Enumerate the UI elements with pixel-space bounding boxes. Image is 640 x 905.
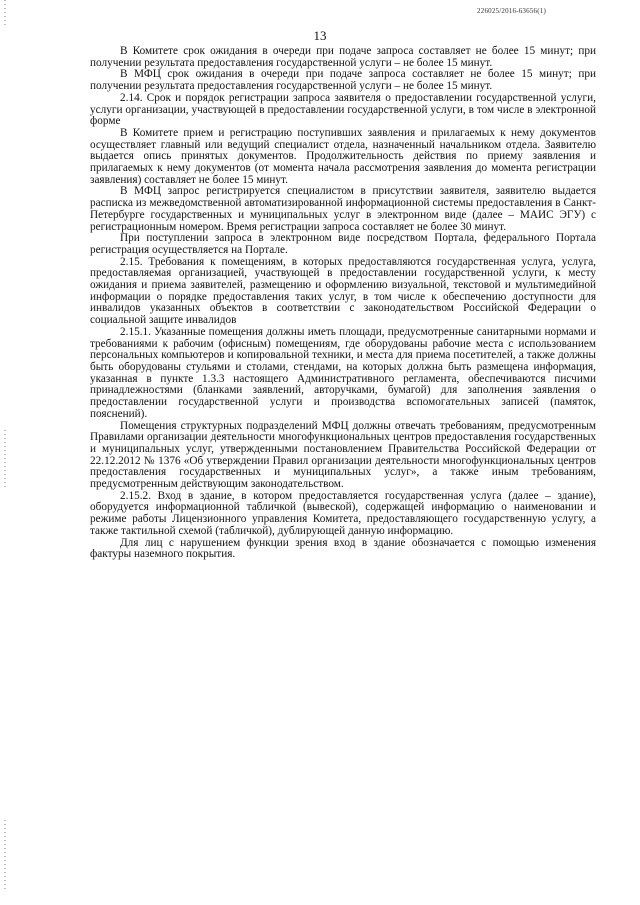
paragraph: При поступлении запроса в электронном виде посредством Портала, федерального Портала регистрация осуществляется на Портале. [90,232,596,256]
document-id: 226025/2016-63656(1) [477,7,546,15]
paragraph: Для лиц с нарушением функции зрения вход в здание обозначается с помощью изменения фактуры наземного покрытия. [90,536,596,561]
subsection-2-15-2: 2.15.2. Вход в здание, в котором предоставляется государственная услуга (далее – здание), оборудуется информационной табличкой (вывеской), содержащей информацию о наименовании и режиме работы Лицензионного управления Комитета, предоставляющего государственную услугу, а также тактильной схемой (табличкой), дублирующей данную информацию. [90,489,596,537]
paragraph: В МФЦ срок ожидания в очереди при подаче запроса составляет не более 15 минут; при получении результата предоставления государственной услуги – не более 15 минут. [90,68,596,93]
section-heading-2-14: 2.14. Срок и порядок регистрации запроса заявителя о предоставлении государственной услуги, услуги организации, участвующей в предоставлении государственной услуги, в том числе в электронной форме [90,91,596,128]
paragraph: Помещения структурных подразделений МФЦ должны отвечать требованиям, предусмотренным Правилами организации деятельности многофункциональных центров предоставления государственных и муниципальных услуг, утвержденными постановлением Правительства Российской Федерации от 22.12.2012 № 1376 «Об утверждении Правил организации деятельности многофункциональных центров предоставления государственных и муниципальных услуг», а также иным требованиям, предусмотренным действующим законодательством. [90,419,596,491]
paragraph: В МФЦ запрос регистрируется специалистом в присутствии заявителя, заявителю выдается расписка из межведомственной автоматизированной информационной системы предоставления в Санкт-Петербурге государственных и муниципальных услуг в электронном виде (далее – МАИС ЭГУ) с регистрационным номером. Время регистрации запроса составляет не более 30 минут. [90,185,596,233]
scan-margin-dots [4,430,6,490]
scan-margin-dots [4,820,6,890]
subsection-2-15-1: 2.15.1. Указанные помещения должны иметь площади, предусмотренные санитарными нормами и требованиями к рабочим (офисным) помещениям, где оборудованы рабочие места с использованием персональных компьютеров и копировальной техники, и места для приема посетителей, а также должны быть оборудованы стульями и столами, стендами, на которых должна быть размещена информация, указанная в пункте 1.3.3 настоящего Административного регламента, обеспечиваются писчими принадлежностями (бланками заявлений, авторучками, бумагой) для заполнения заявления о предоставлении государственной услуги и производства вспомогательных записей (памяток, пояснений). [90,325,596,420]
page-number: 13 [313,28,327,43]
paragraph: В Комитете срок ожидания в очереди при подаче запроса составляет не более 15 минут; при получении результата предоставления государственной услуги – не более 15 минут. [90,45,596,69]
scan-margin-dots [4,0,6,26]
paragraph: В Комитете прием и регистрацию поступивших заявления и прилагаемых к нему документов осуществляет главный или ведущий специалист отдела, назначенный начальником отдела. Заявителю выдается опись принятых документов. Продолжительность действия по приему заявления и прилагаемых к нему документов (от момента начала рассмотрения заявления до момента регистрации заявления) составляет не более 15 минут. [90,126,596,186]
document-body [90,46,596,561]
section-heading-2-15: 2.15. Требования к помещениям, в которых предоставляются государственная услуга, услуга, предоставляемая организацией, участвующей в предоставлении государственной услуги, к месту ожидания и приема заявителей, размещению и оформлению визуальной, текстовой и мультимедийной информации о порядке предоставления таких услуг, в том числе к обеспечению доступности для инвалидов указанных объектов в соответствии с законодательством Российской Федерации о социальной защите инвалидов [90,255,596,327]
